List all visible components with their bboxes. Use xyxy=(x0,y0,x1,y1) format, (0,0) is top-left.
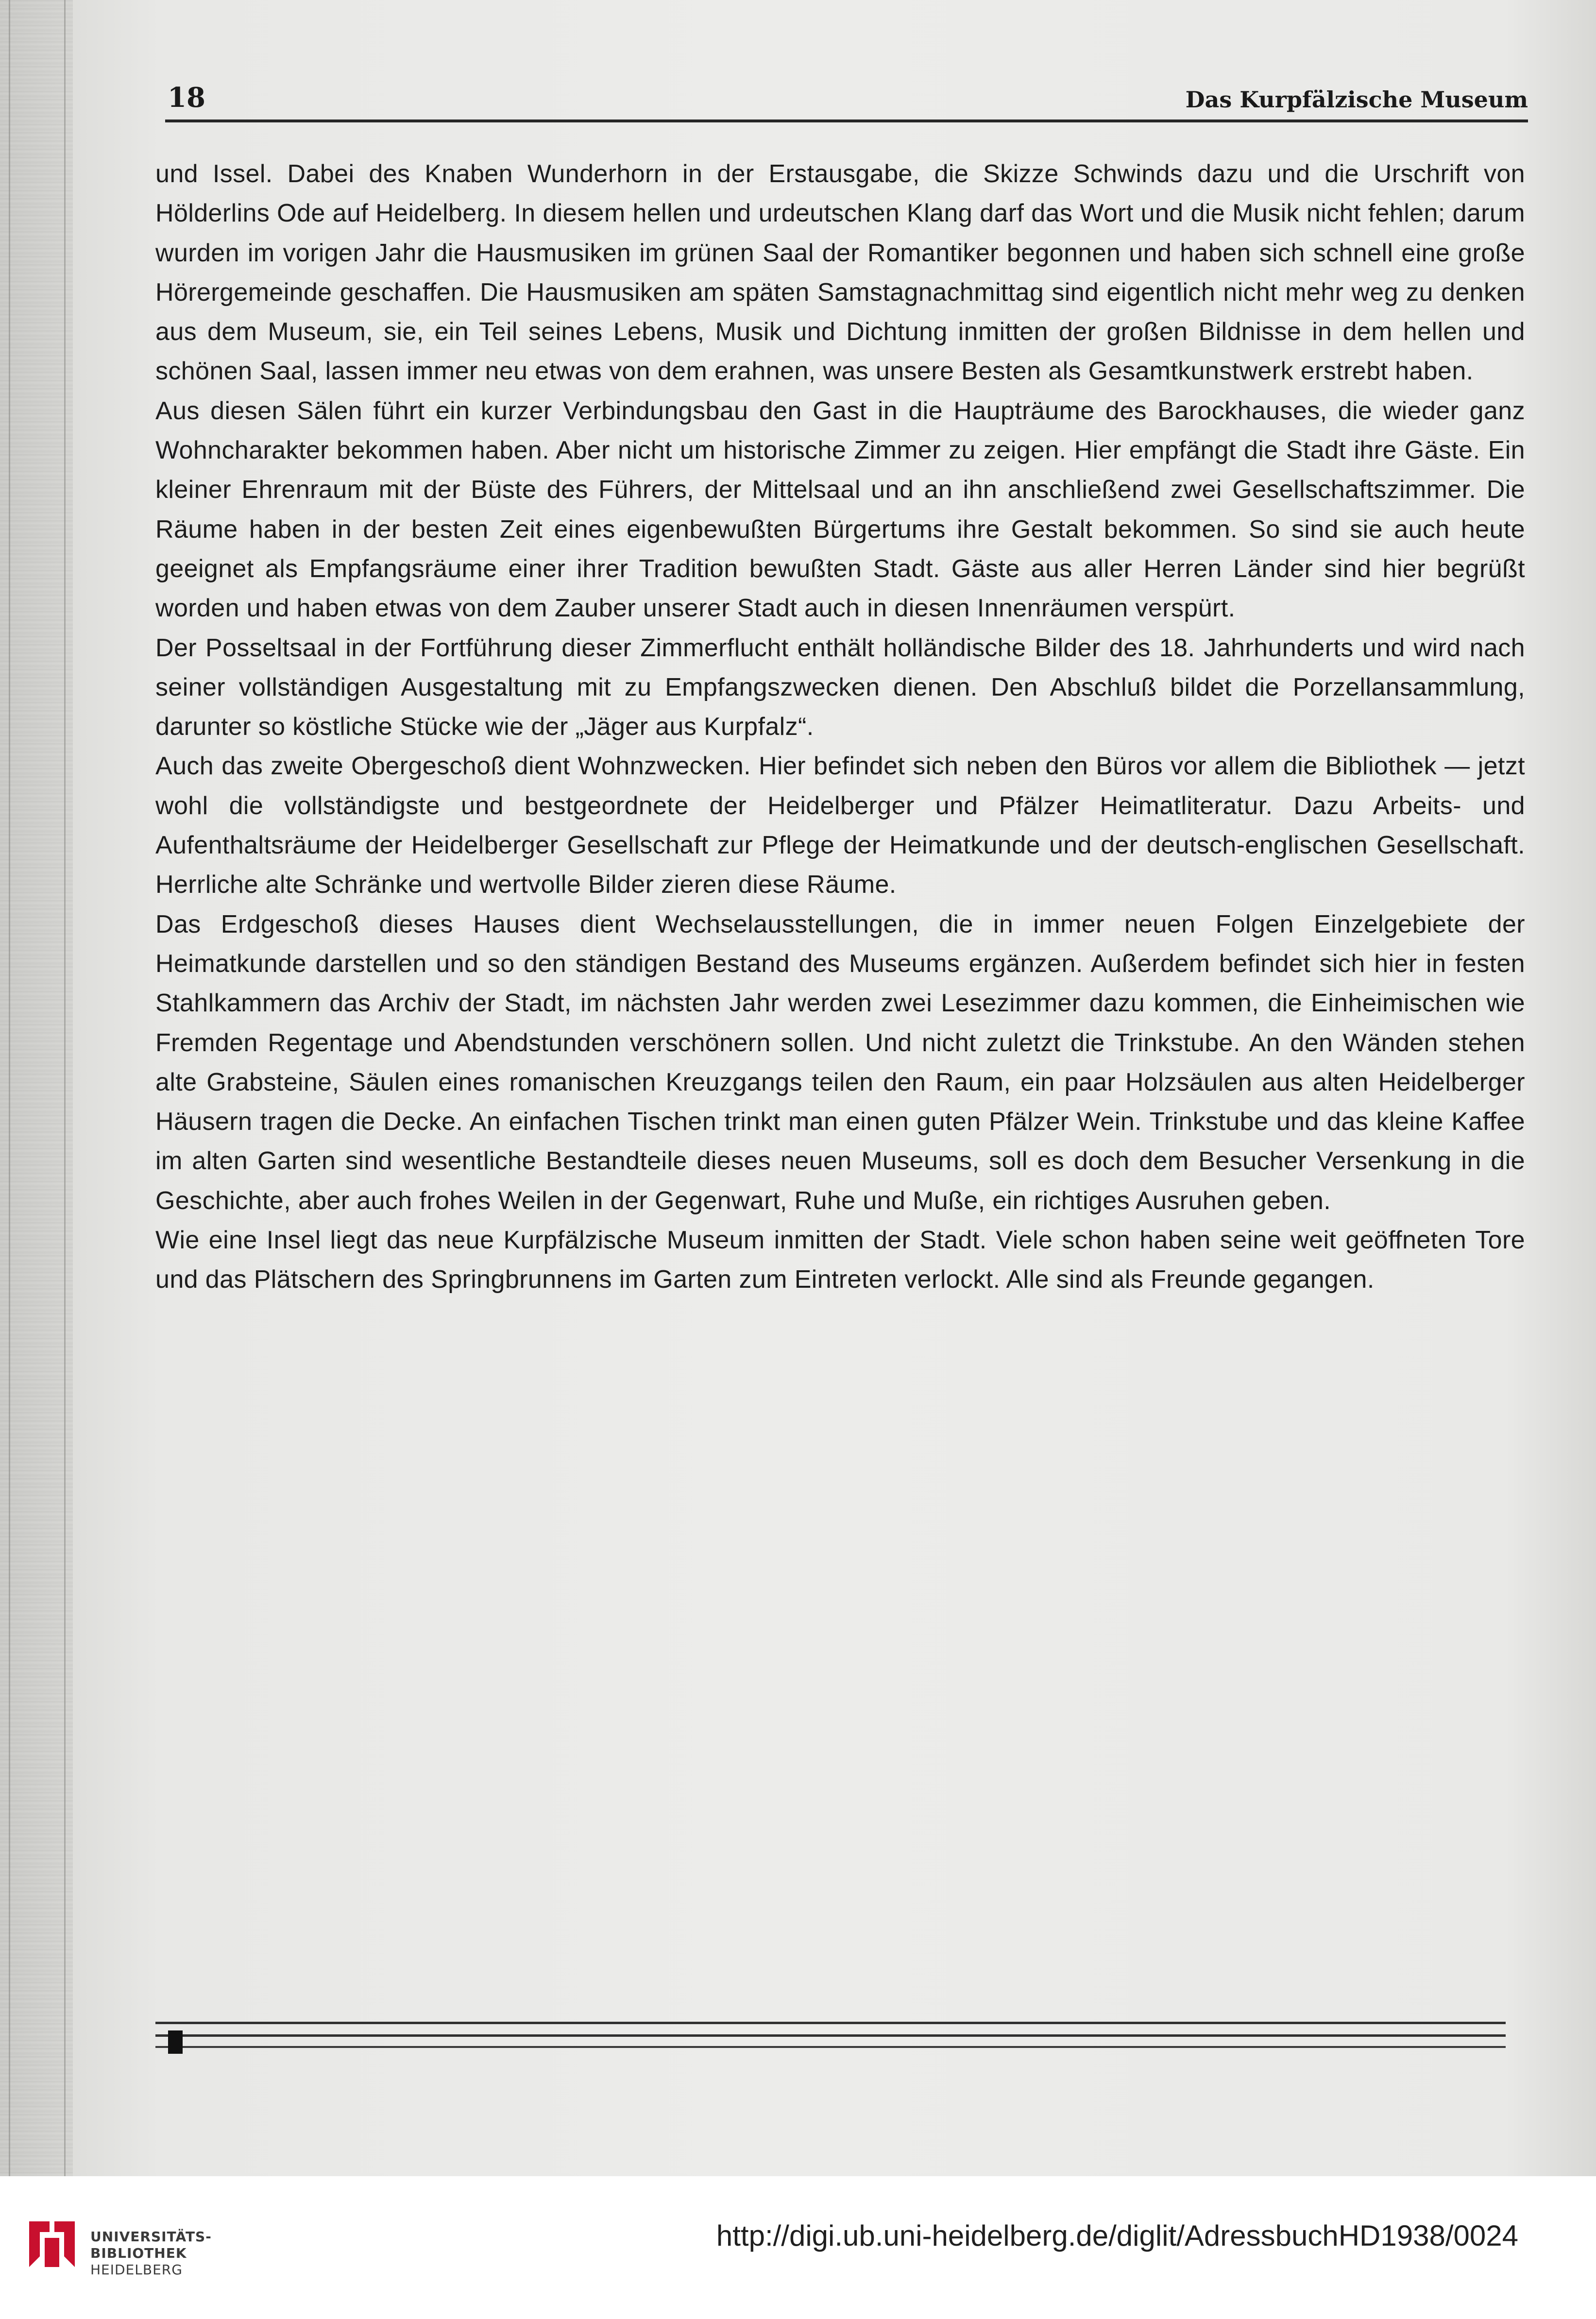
body-text xyxy=(155,154,1525,1300)
footer-rule xyxy=(155,2046,1506,2048)
paragraph: Aus diesen Sälen führt ein kurzer Verbindungsbau den Gast in die Haupträume des Barockhauses, die wieder ganz Wohncharakter bekommen haben. Aber nicht um historische Zimmer zu zeigen. Hier empfängt die Stadt ihre Gäste. Ein kleiner Ehrenraum mit der Büste des Führers, der Mittelsaal und an ihn anschließend zwei Gesellschaftszimmer. Die Räume haben in der besten Zeit eines eigenbewußten Bürgertums ihre Gestalt bekommen. So sind sie auch heute geeignet als Empfangsräume einer ihrer Tradition bewußten Stadt. Gäste aus aller Herren Länder sind hier begrüßt worden und haben etwas von dem Zauber unserer Stadt auch in diesen Innenräumen verspürt. xyxy=(155,396,1525,623)
logo-shape-center xyxy=(45,2238,59,2267)
running-head: Das Kurpfälzische Museum xyxy=(1185,86,1528,113)
page-edge-shadow xyxy=(0,0,73,2176)
paragraph: Wie eine Insel liegt das neue Kurpfälzische Museum inmitten der Stadt. Viele schon haben seine weit geöffneten Tore und das Plätschern des Springbrunnens im Garten zum Eintreten verlockt. Alle sind als Freunde gegangen. xyxy=(155,1226,1525,1294)
paragraph: Auch das zweite Obergeschoß dient Wohnzwecken. Hier befindet sich neben den Büros vor allem die Bibliothek — jetzt wohl die vollständigste und bestgeordnete der Heidelberger und Pfälzer Heimatliteratur. Dazu Arbeits- und Aufenthaltsräume der Heidelberger Gesellschaft zur Pflege der Heimatkunde und der deutsch-englischen Gesellschaft. Herrliche alte Schränke und wertvolle Bilder zieren diese Räume. xyxy=(155,752,1525,899)
university-library-logo-icon xyxy=(25,2217,79,2271)
library-name-line: BIBLIOTHEK xyxy=(90,2245,187,2261)
page-number: 18 xyxy=(168,82,205,114)
library-name-line: UNIVERSITÄTS- xyxy=(90,2229,212,2245)
source-url-link[interactable]: http://digi.ub.uni-heidelberg.de/diglit/AdressbuchHD1938/0024 xyxy=(716,2219,1518,2252)
header-rule xyxy=(165,119,1528,122)
library-name-line: HEIDELBERG xyxy=(90,2262,183,2278)
library-name xyxy=(90,2229,212,2278)
footer-rule xyxy=(155,2022,1506,2024)
paragraph: und Issel. Dabei des Knaben Wunderhorn in der Erstausgabe, die Skizze Schwinds dazu und die Urschrift von Hölderlins Ode auf Heidelberg. In diesem hellen und urdeutschen Klang darf das Wort und die Musik nicht fehlen; darum wurden im vorigen Jahr die Hausmusiken im grünen Saal der Romantiker begonnen und haben sich schnell eine große Hörergemeinde geschaffen. Die Hausmusiken am späten Samstagnachmittag sind eigentlich nicht mehr weg zu denken aus dem Museum, sie, ein Teil seines Lebens, Musik und Dichtung inmitten der großen Bildnisse in dem hellen und schönen Saal, lassen immer neu etwas von dem erahnen, was unsere Besten als Gesamtkunstwerk erstrebt haben. xyxy=(155,160,1525,386)
paragraph: Der Posseltsaal in der Fortführung dieser Zimmerflucht enthält holländische Bilder des 18. Jahrhunderts und wird nach seiner vollständigen Ausgestaltung mit zu Empfangszwecken dienen. Den Abschluß bildet die Porzellansammlung, darunter so köstliche Stücke wie der „Jäger aus Kurpfalz“. xyxy=(155,633,1525,741)
footer-rule xyxy=(155,2034,1506,2037)
edge-line xyxy=(64,0,66,2176)
paragraph: Das Erdgeschoß dieses Hauses dient Wechselausstellungen, die in immer neuen Folgen Einzelgebiete der Heimatkunde darstellen und so den ständigen Bestand des Museums ergänzen. Außerdem befindet sich hier in festen Stahlkammern das Archiv der Stadt, im nächsten Jahr werden zwei Lesezimmer dazu kommen, die Einheimischen wie Fremden Regentage und Abendstunden verschönern sollen. Und nicht zuletzt die Trinkstube. An den Wänden stehen alte Grabsteine, Säulen eines romanischen Kreuzgangs teilen den Raum, ein paar Holzsäulen aus alten Heidelberger Häusern tragen die Decke. An einfachen Tischen trinkt man einen guten Pfälzer Wein. Trinkstube und das kleine Kaffee im alten Garten sind wesentliche Bestandteile dieses neuen Museums, soll es doch dem Besucher Versenkung in die Geschichte, aber auch frohes Weilen in der Gegenwart, Ruhe und Muße, ein richtiges Ausruhen geben. xyxy=(155,910,1525,1215)
edge-line xyxy=(9,0,10,2176)
ink-mark xyxy=(168,2030,183,2054)
